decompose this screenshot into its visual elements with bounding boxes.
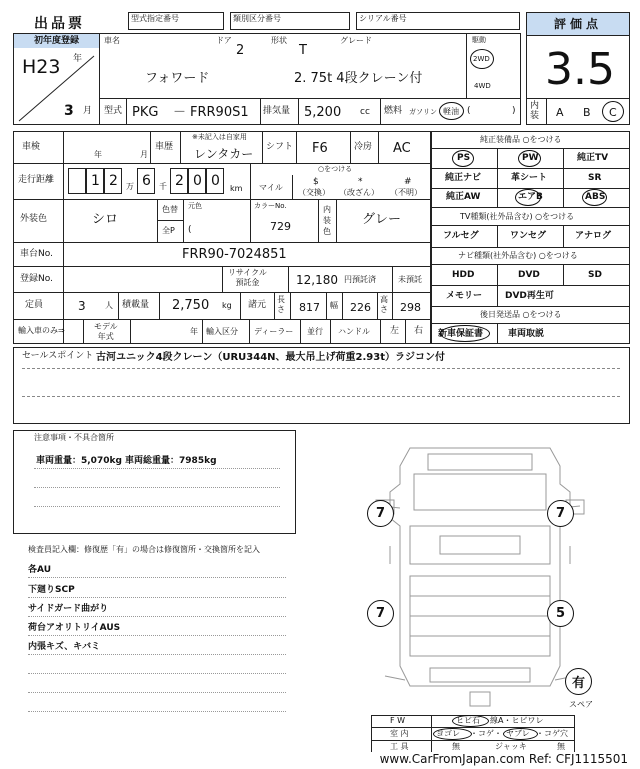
width-label: 幅 [330,301,338,310]
sheet-title: 出品票 [34,16,85,32]
import-cat-label: 輸入区分 [206,327,238,336]
inspector-title: 検査員記入欄：修復歴「有」の場合は修復箇所・交換箇所を記入 [28,545,260,554]
inspector-line-5: 内張キズ、キバミ [28,642,101,652]
dims-label: 諸元 [248,300,267,310]
cap-label: 定員 [25,300,44,310]
spare-label: スペア [569,700,593,709]
color-change-label: 色替 [162,205,178,214]
width-value: 226 [350,301,371,314]
shape-value: T [299,43,307,58]
grade-label: グレード [340,36,372,45]
doors-value: 2 [236,43,245,58]
color-orig-label: 元色 [188,202,202,210]
room-item-1: ヨゴレ [436,729,460,738]
type-prefix: PKG [132,105,159,120]
navi-dvdplay: DVD再生可 [505,291,554,301]
model-year-label: モデル 年式 [94,322,118,341]
mileage-d5: 0 [193,173,202,189]
shape-label: 形状 [271,36,287,45]
recycle-label: リサイクル 預託金 [228,268,267,287]
displacement-label: 排気量 [263,106,291,116]
displacement-value: 5,200 [304,105,342,120]
type-label: 型式 [104,106,123,116]
fuel-paren-open: ( [467,106,471,116]
category-label: 類別区分番号 [233,14,281,23]
inspector-line-4: 荷台アオリトリイAUS [28,623,121,633]
handle-label: ハンドル [338,327,370,336]
later-warranty: 新車保証書 [438,329,484,339]
car-name-value: フォワード [145,71,210,86]
import-year: 年 [190,327,198,336]
mileage-d6: 0 [211,173,220,189]
cap-unit: 人 [105,301,113,310]
tire-fl: 7 [367,500,394,527]
tire-rl: 7 [367,600,394,627]
tv-analog: アナログ [575,231,612,241]
height-value: 298 [400,301,421,314]
interior-label: 内 装 [530,101,540,121]
inspection-year: 年 [94,150,102,159]
int-color-value: グレー [362,212,402,227]
first-reg-label: 初年度登録 [14,34,99,48]
interior-c: C [609,106,617,119]
load-label: 積載量 [122,300,150,310]
jack-label: ジャッキ [495,742,527,751]
len-label: 長さ [277,295,285,314]
first-reg-month-unit: 月 [83,106,93,116]
fuel-label: 燃料 [384,106,403,116]
equip-abs: ABS [585,192,606,202]
ac-value: AC [393,141,411,156]
notes-title: 注意事項・不具合箇所 [34,433,114,442]
navi-sd: SD [588,270,602,280]
tv-fullseg: フルセグ [443,231,479,241]
first-reg-era: H23 [22,56,61,78]
tire-fr: 7 [547,500,574,527]
type-code: FRR90S1 [190,105,249,120]
watermark: www.CarFromJapan.com Ref: CFJ1115501 [350,752,630,766]
load-kg: kg [222,301,232,310]
cc-unit: cc [360,107,370,117]
navi-dvd: DVD [518,270,540,280]
tool-label: 工 具 [390,742,409,751]
inspector-line-2: 下廻りSCP [28,585,75,595]
type-dash: － [173,105,187,120]
color-no-label: カラーNo. [254,202,287,210]
notes-box [13,430,296,534]
recycle-yen: 円預託済 [344,275,376,284]
serial-label: シリアル番号 [359,14,407,23]
tool-value: 無 [452,742,460,751]
handle-left: 左 [390,326,400,336]
later-manual: 車両取説 [508,329,545,339]
interior-b: B [583,106,591,119]
recycle-unpaid: 未預託 [398,275,422,284]
ac-label: 冷房 [354,142,373,152]
inspector-line-1: 各AU [28,565,51,575]
mileage-d3: 6 [142,173,151,189]
history-note: ※未記入は自家用 [192,133,247,141]
equip-ps: PS [457,153,471,163]
mileage-mile: マイル [259,183,283,192]
tire-rr: 5 [547,600,574,627]
room-item-2: ・コゲ・ [470,729,502,738]
inspection-month: 月 [140,150,148,159]
room-item-4: ・コゲ穴 [536,729,568,738]
car-name-label: 車名 [104,36,120,45]
navi-title: ナビ種類(社外品含む) ○をつける [458,251,578,260]
len-value: 817 [299,301,320,314]
fw-item-2: 線A・ヒビワレ [490,716,544,725]
selling-text: 古河ユニック4段クレーン（URU344N、最大吊上げ荷重2.93t）ラジコン付 [96,352,445,363]
tire-spare: 有 [565,668,592,695]
color-all-p: 全P [162,226,175,235]
height-label: 高さ [380,295,388,314]
shift-value: F6 [312,141,328,156]
mileage-d1: 1 [91,173,100,189]
color-value: シロ [92,212,119,227]
mileage-opt1-sub: （交換） [298,188,330,197]
navi-hdd: HDD [452,270,475,280]
equip-navi: 純正ナビ [445,173,482,183]
import-parallel: 並行 [307,327,323,336]
equip-pw: PW [522,153,539,163]
equip-leather: 革シート [511,173,548,183]
fw-item-1: ヒビ石 [456,716,480,725]
shift-label: シフト [266,142,294,152]
room-item-3: ヤブレ [506,729,530,738]
equip-airbag: エアB [518,192,543,202]
tv-title: TV種類(社外品含む) ○をつける [460,212,575,221]
mileage-opt2: * [358,177,363,187]
model-designation-label: 型式指定番号 [131,14,179,23]
interior-a: A [556,106,564,119]
mileage-opt3: # [404,177,412,187]
mileage-circle-note: ○をつける [318,165,353,173]
mileage-km: km [230,184,243,193]
first-reg-year-unit: 年 [73,54,83,64]
fuel-diesel: 軽油 [443,107,459,116]
mileage-sen: 千 [159,182,167,191]
score-label: 評価点 [527,13,629,35]
mileage-opt1: $ [313,177,319,187]
drive-4wd: 4WD [474,82,491,90]
equip-sr: SR [588,173,602,183]
fuel-paren-close: ) [512,106,516,116]
mileage-label: 走行距離 [18,175,55,185]
drive-label: 駆動 [472,36,486,44]
equip-aw: 純正AW [446,192,481,202]
mileage-opt3-sub: （不明） [390,188,422,197]
later-title: 後日発送品 ○をつける [480,310,562,319]
jack-value: 無 [557,742,565,751]
frame-value: FRR90-7024851 [182,247,287,262]
score-value: 3.5 [545,44,615,95]
drive-2wd: 2WD [473,55,490,63]
history-value: レンタカー [194,147,254,161]
recycle-value: 12,180 [296,273,338,287]
inspector-line-3: サイドガード曲がり [28,604,109,614]
selling-label: セールスポイント [22,351,94,361]
reg-label: 登録No. [20,274,53,284]
color-label: 外装色 [20,214,48,224]
color-no-value: 729 [270,220,291,233]
equip-title: 純正装備品 ○をつける [480,135,562,144]
grade-value: 2. 75t 4段クレーン付 [294,71,423,86]
vehicle-diagram [370,436,590,716]
load-value: 2,750 [172,298,210,313]
fuel-gas: ガソリン [409,108,437,116]
door-label: ドア [216,36,232,45]
first-reg-month: 3 [64,103,74,119]
mileage-opt2-sub: （改ざん） [339,188,379,197]
mileage-d2: 2 [109,173,118,189]
import-dealer: ディーラー [254,327,294,336]
notes-text: 車両重量：5,070kg 車両総重量：7985kg [36,456,217,466]
cap-value: 3 [78,299,86,313]
color-paren: ( [188,225,192,235]
inspection-label: 車検 [22,142,41,152]
frame-label: 車台No. [20,249,53,259]
fw-label: F W [390,716,406,725]
navi-memory: メモリー [446,291,483,301]
mileage-man: 万 [126,182,134,191]
history-label: 車歴 [155,142,174,152]
room-label: 室 内 [390,729,409,738]
handle-right: 右 [414,326,424,336]
import-label: 輸入車のみ⇒ [18,326,65,335]
int-color-label: 内装色 [323,205,331,236]
mileage-d4: 2 [175,173,184,189]
equip-tv: 純正TV [577,153,609,163]
tv-oneseg: ワンセグ [510,231,547,241]
